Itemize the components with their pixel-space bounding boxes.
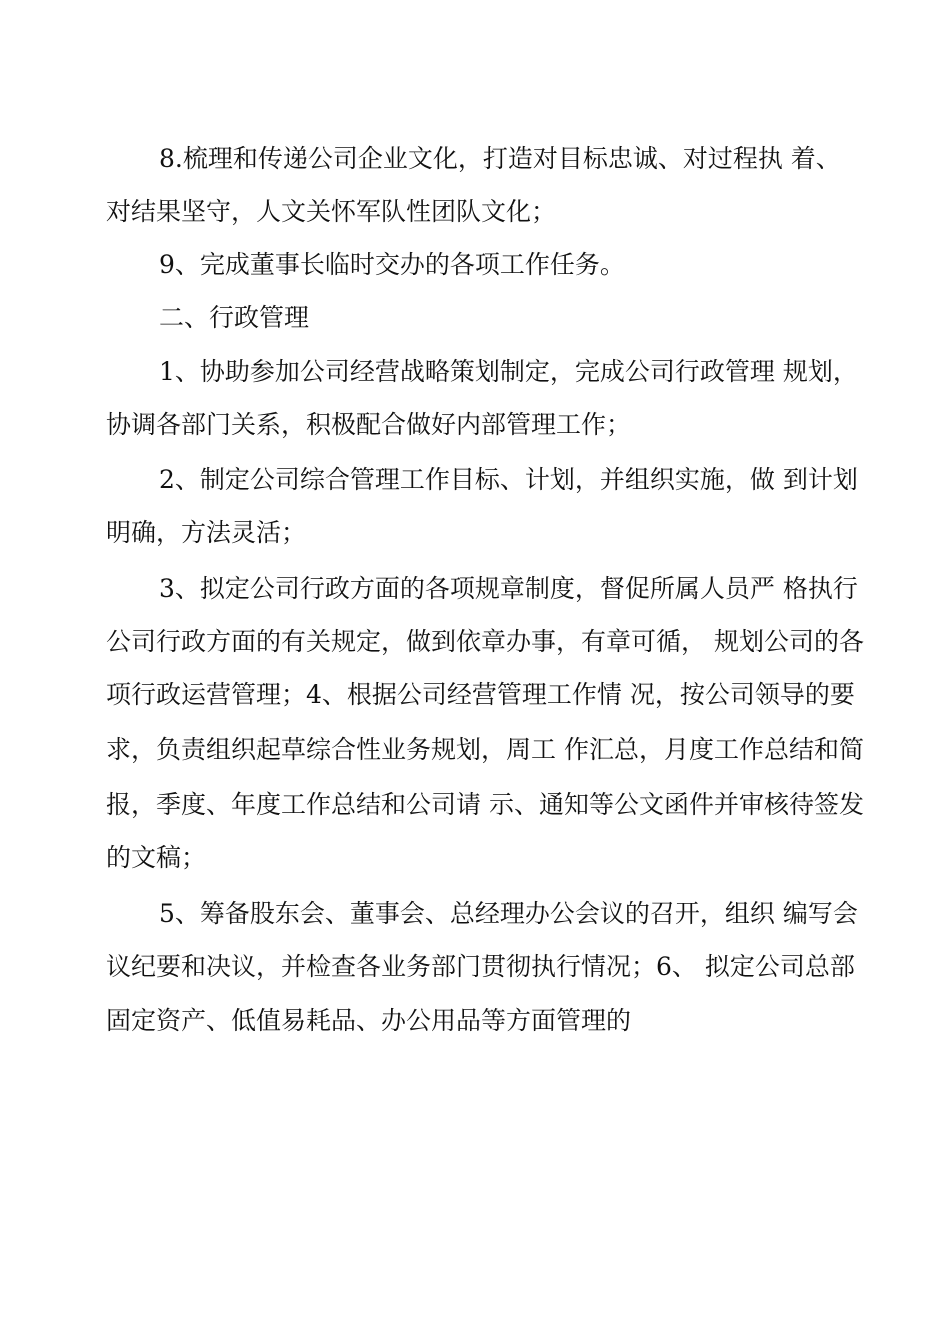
text-line: 5、筹备股东会、董事会、总经理办公会议的召开，组织 编写会: [159, 899, 858, 928]
text-line: 项行政运营管理；4、根据公司经营管理工作情 况，按公司领导的要: [106, 680, 855, 709]
section-heading: 二、行政管理: [159, 303, 310, 332]
text-line: 公司行政方面的有关规定，做到依章办事，有章可循， 规划公司的各: [106, 627, 864, 656]
text-line: 固定资产、低值易耗品、办公用品等方面管理的: [106, 1006, 632, 1035]
text-line: 8.梳理和传递公司企业文化，打造对目标忠诚、对过程执 着、: [159, 144, 841, 173]
text-line: 报，季度、年度工作总结和公司请 示、通知等公文函件并审核待签发: [106, 790, 864, 819]
text-line: 明确，方法灵活；: [106, 518, 307, 547]
text-line: 求，负责组织起草综合性业务规划，周工 作汇总，月度工作总结和简: [106, 735, 864, 764]
text-line: 1、协助参加公司经营战略策划制定，完成公司行政管理 规划，: [159, 357, 858, 386]
text-line: 3、拟定公司行政方面的各项规章制度，督促所属人员严 格执行: [159, 574, 858, 603]
text-line: 的文稿；: [106, 843, 207, 872]
text-line: 协调各部门关系，积极配合做好内部管理工作；: [106, 410, 632, 439]
text-line: 对结果坚守，人文关怀军队性团队文化；: [106, 197, 557, 226]
text-line: 议纪要和决议，并检查各业务部门贯彻执行情况；6、 拟定公司总部: [106, 952, 855, 981]
text-line: 9、完成董事长临时交办的各项工作任务。: [159, 250, 625, 279]
text-line: 2、制定公司综合管理工作目标、计划，并组织实施，做 到计划: [159, 465, 858, 494]
